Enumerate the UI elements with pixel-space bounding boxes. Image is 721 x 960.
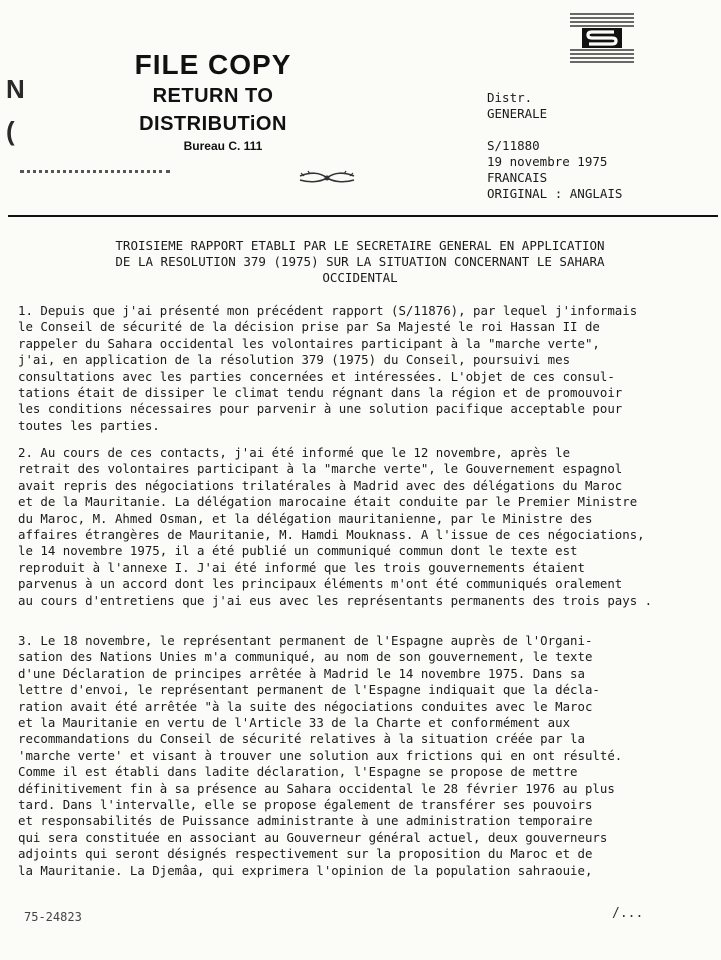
text-line: retrait des volontaires participant à la "marche verte", le Gouvernement espagnol — [18, 461, 623, 477]
text-line: 3. Le 18 novembre, le représentant permanent de l'Espagne auprès de l'Organi- — [18, 633, 593, 648]
text-line: affaires étrangères de Mauritanie, M. Hamdi Mouknass. A l'issue de ces négociations, — [18, 527, 645, 543]
text-line: 2. Au cours de ces contacts, j'ai été informé que le 12 novembre, après le — [18, 445, 571, 460]
paragraph-2 — [18, 445, 698, 609]
margin-marks — [6, 68, 25, 152]
text-line: adjoints qui seront désignés respectivement sur la proposition du Maroc et de — [18, 846, 593, 862]
header-rule — [8, 215, 718, 217]
text-line: avait repris des négociations trilatérales à Madrid avec des délégations du Maroc — [18, 477, 623, 493]
security-council-logo-icon — [570, 11, 634, 65]
text-line: 1. Depuis que j'ai présenté mon précédent rapport (S/11876), par lequel j'informais — [18, 303, 638, 318]
margin-mark: N — [6, 74, 25, 104]
stamp-line-4: Bureau C. 111 — [183, 139, 263, 153]
document-language: FRANCAIS — [487, 170, 548, 185]
paragraph-3 — [18, 633, 698, 879]
text-line: le Conseil de sécurité de la décision prise par Sa Majesté le roi Hassan II de — [18, 319, 600, 335]
distribution-block — [487, 90, 622, 202]
text-line: parvenus à un accord dont les principaux éléments m'ont été communiqués oralement — [18, 576, 623, 592]
text-line: tations était de dissiper le climat tendu régnant dans la région et de promouvoir — [18, 385, 623, 401]
text-line: ration avait été arrêtée "à la suite des négociations conduites avec le Maroc — [18, 698, 593, 714]
text-line: consultations avec les parties concernées et intéressées. L'objet de ces consul- — [18, 368, 615, 384]
text-line: sation des Nations Unies m'a communiqué, au nom de son gouvernement, le texte — [18, 649, 593, 665]
margin-dotted-line — [20, 170, 170, 173]
text-line: Comme il est établi dans ladite déclaration, l'Espagne se propose de mettre — [18, 764, 578, 780]
text-line: le 14 novembre 1975, il a été publié un communiqué commun dont le texte est — [18, 543, 578, 559]
margin-mark: ( — [6, 116, 15, 146]
distribution-type: GENERALE — [487, 106, 548, 121]
paragraph-1 — [18, 303, 698, 434]
text-line: rappeler du Sahara occidental les volontaires participant à la "marche verte", — [18, 335, 600, 351]
text-line: la Mauritanie. La Djemâa, qui exprimera l'opinion de la population sahraouie, — [18, 862, 593, 878]
text-line: lettre d'envoi, le représentant permanent de l'Espagne indiquait que la décla- — [18, 682, 600, 698]
text-line: recommandations du Conseil de sécurité relatives à la situation créée par la — [18, 731, 585, 747]
text-line: les conditions nécessaires pour parvenir à une solution pacifique acceptable pour — [18, 401, 623, 417]
title-line: TROISIEME RAPPORT ETABLI PAR LE SECRETAIRE GENERAL EN APPLICATION — [115, 238, 605, 253]
stamp-line-3: DISTRIBUTiON — [139, 113, 287, 135]
text-line: reproduit à l'annexe I. J'ai été informé que les trois gouvernements étaient — [18, 559, 585, 575]
text-line: et de la Mauritanie. La délégation marocaine était conduite par le Premier Ministre — [18, 494, 638, 510]
title-line: OCCIDENTAL — [322, 270, 398, 285]
text-line: et la Mauritanie en vertu de l'Article 33 de la Charte et conformément aux — [18, 715, 571, 731]
file-copy-stamp — [98, 48, 328, 154]
document-code: 75-24823 — [24, 910, 82, 924]
original-language: ORIGINAL : ANGLAIS — [487, 186, 623, 201]
un-emblem-icon — [292, 170, 362, 186]
text-line: et responsabilités de Puissance administrante à une administration temporaire — [18, 813, 593, 829]
text-line: toutes les parties. — [18, 417, 160, 433]
stamp-line-2: RETURN TO — [152, 85, 274, 107]
document-date: 19 novembre 1975 — [487, 154, 608, 169]
text-line: définitivement fin à sa présence au Sahara occidental le 28 février 1976 au plus — [18, 780, 615, 796]
text-line: d'une Déclaration de principes arrêtée à Madrid le 14 novembre 1975. Dans sa — [18, 665, 585, 681]
document-symbol: S/11880 — [487, 138, 540, 153]
title-line: DE LA RESOLUTION 379 (1975) SUR LA SITUATION CONCERNANT LE SAHARA — [115, 254, 605, 269]
stamp-line-1: FILE COPY — [134, 49, 292, 80]
continued-marker: /... — [612, 906, 644, 921]
text-line: au cours d'entretiens que j'ai eus avec les représentants permanents des trois pays . — [18, 592, 653, 608]
distr-label: Distr. — [487, 90, 533, 105]
text-line: j'ai, en application de la résolution 379 (1975) du Conseil, poursuivi mes — [18, 352, 571, 368]
document-title — [60, 238, 660, 286]
text-line: qui sera constituée en associant au Gouverneur général actuel, deux gouverneurs — [18, 829, 608, 845]
text-line: tard. Dans l'intervalle, elle se propose également de transférer ses pouvoirs — [18, 797, 593, 813]
text-line: 'marche verte' et visant à trouver une solution aux frictions qui en ont résulté. — [18, 747, 623, 763]
text-line: du Maroc, M. Ahmed Osman, et la délégation mauritanienne, par le Ministre des — [18, 510, 593, 526]
